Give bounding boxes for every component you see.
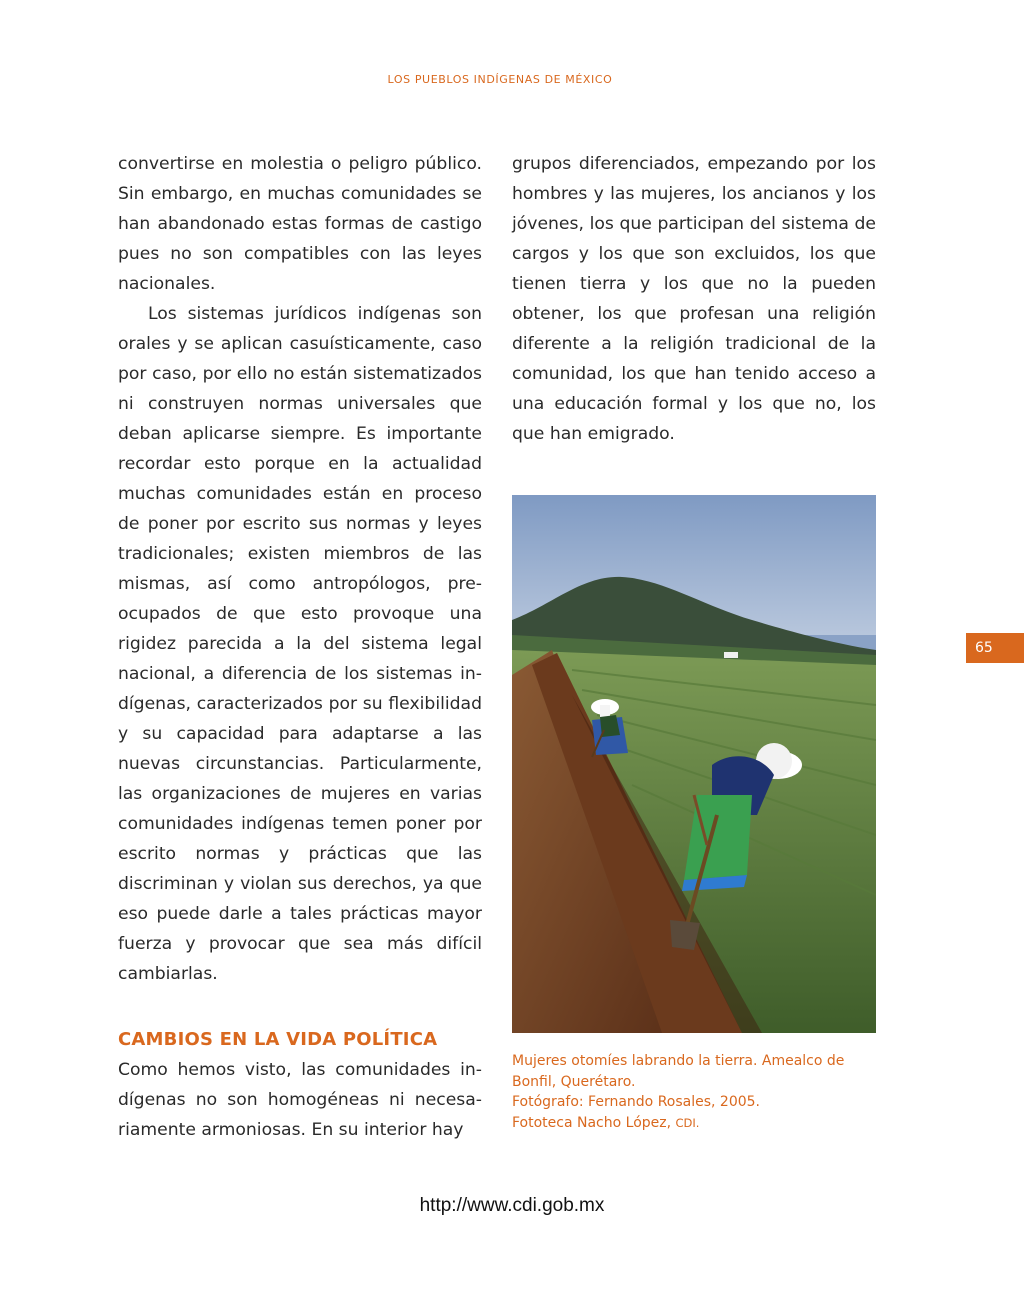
footer-url-link[interactable]: http://www.cdi.gob.mx — [419, 1195, 605, 1216]
body-paragraph: convertirse en molestia o peligro público. Sin embargo, en muchas comunidades se han abandonado estas formas de castigo pues no son compatibles con las leyes nacionales. — [118, 154, 482, 294]
section-heading: CAMBIOS EN LA VIDA POLÍTICA — [118, 1029, 438, 1050]
left-column — [118, 149, 482, 1145]
photo-caption — [512, 1051, 876, 1133]
caption-line: Fotógrafo: Fernando Rosales, 2005. — [512, 1094, 761, 1110]
body-paragraph: Como hemos visto, las comunidades indígenas no son homogéneas ni necesariamente armoniosas. En su interior hay — [118, 1060, 482, 1140]
field-photo — [512, 495, 876, 1033]
body-paragraph: grupos diferenciados, empezando por los hombres y las mujeres, los ancianos y los jóvenes, los que participan del sistema de cargos y los que son excluidos, los que tienen tierra y los que no la pueden obtener, los que profesan una religión diferente a la religión tradicional de la comunidad, los que han tenido acceso a una educación formal y los que no, los que han emigrado. — [512, 154, 876, 444]
running-header: LOS PUEBLOS INDÍGENAS DE MÉXICO — [387, 73, 613, 86]
photo-illustration — [512, 495, 876, 1033]
right-column — [512, 149, 876, 449]
caption-credit: Fototeca Nacho López, — [512, 1114, 676, 1131]
caption-line — [512, 1113, 876, 1134]
body-paragraph: Los sistemas jurídicos indígenas son orales y se aplican casuísticamente, caso por caso, por ello no están sistematizados ni construyen normas universales que deban aplicarse siempre. Es importante recordar esto porque en la actualidad muchas comunidades están en proceso de poner por escrito sus normas y leyes tradicionales; existen miembros de las mismas, así como antropólogos, preocupados de que esto provoque una rigidez parecida a la del sistema legal nacional, a diferencia de los sistemas indígenas, caracterizados por su flexibilidad y su capacidad para adaptarse a las nuevas circunstancias. Particularmente, las organizaciones de mujeres en varias comunidades indígenas temen poner por escrito normas y prácticas que las discriminan y violan sus derechos, ya que eso puede darle a tales prácticas mayor fuerza y provocar que sea más difícil cambiarlas. — [118, 304, 482, 984]
caption-line: Mujeres otomíes labrando la tierra. Amealco de Bonfil, Querétaro. — [512, 1053, 845, 1090]
page-number-tab: 65 — [966, 633, 1024, 663]
caption-credit-abbr: CDI. — [675, 1115, 700, 1130]
